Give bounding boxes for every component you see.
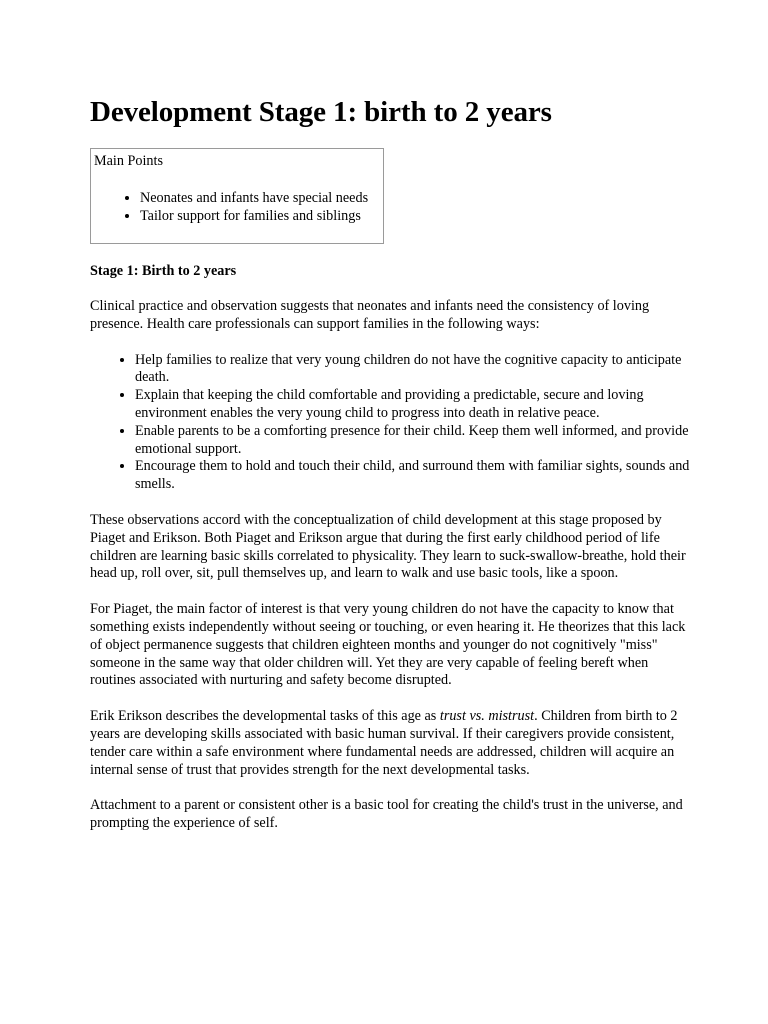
support-list-item: • Enable parents to be a comforting presence for their child. Keep them well informed, and provide emotional support. [135, 423, 690, 459]
main-point-item: • Tailor support for families and siblings [140, 207, 380, 225]
observations-paragraph: These observations accord with the conceptualization of child development at this stage proposed by Piaget and Erikson. Both Piaget and Erikson argue that during the first early childhood period of life children are learning basic skills correlated to physicality. They learn to suck-swallow-breathe, hold their head up, roll over, sit, pull themselves up, and learn to walk and use basic tools, like a spoon. [90, 511, 686, 582]
support-list-item: • Help families to realize that very young children do not have the cognitive capacity to anticipate death. [135, 352, 690, 388]
main-points-list [94, 189, 380, 225]
support-list-item: • Encourage them to hold and touch their child, and surround them with familiar sights, sounds and smells. [135, 458, 690, 494]
erikson-paragraph [90, 708, 690, 779]
attachment-paragraph: Attachment to a parent or consistent other is a basic tool for creating the child's trust in the universe, and prompting the experience of self. [90, 797, 683, 832]
main-points-box [90, 148, 384, 244]
trust-vs-mistrust-emphasis: trust vs. mistrust [439, 708, 535, 725]
main-points-heading: Main Points [94, 153, 163, 169]
page-title: Development Stage 1: birth to 2 years [90, 96, 552, 128]
piaget-paragraph: For Piaget, the main factor of interest is that very young children do not have the capacity to know that something exists independently without seeing or touching, or even hearing it. He theorizes that this lack of object permanence suggests that children eighteen months and younger do not cognitively "miss" someone in the same way that older children will. Yet they are very capable of feeling bereft when routines associated with nurturing and safety become disrupted. [90, 601, 686, 689]
section-heading: Stage 1: Birth to 2 years [90, 263, 237, 279]
erikson-text-after: . Children from birth to 2 years are developing skills associated with basic human survival. If their caregivers provide consistent, tender care within a safe environment where fundamental needs are addressed, children will acquire an internal sense of trust that provides strength for the next developmental tasks. [90, 708, 678, 778]
intro-paragraph: Clinical practice and observation suggests that neonates and infants need the consistency of loving presence. Health care professionals can support families in the following ways: [90, 298, 650, 332]
support-list-item: • Explain that keeping the child comfortable and providing a predictable, secure and loving environment enables the very young child to progress into death in relative peace. [135, 387, 690, 423]
erikson-text-before: Erik Erikson describes the developmental tasks of this age as [90, 708, 440, 725]
document-body [90, 94, 690, 833]
support-list [90, 352, 690, 494]
main-point-item: • Neonates and infants have special needs [140, 189, 380, 207]
